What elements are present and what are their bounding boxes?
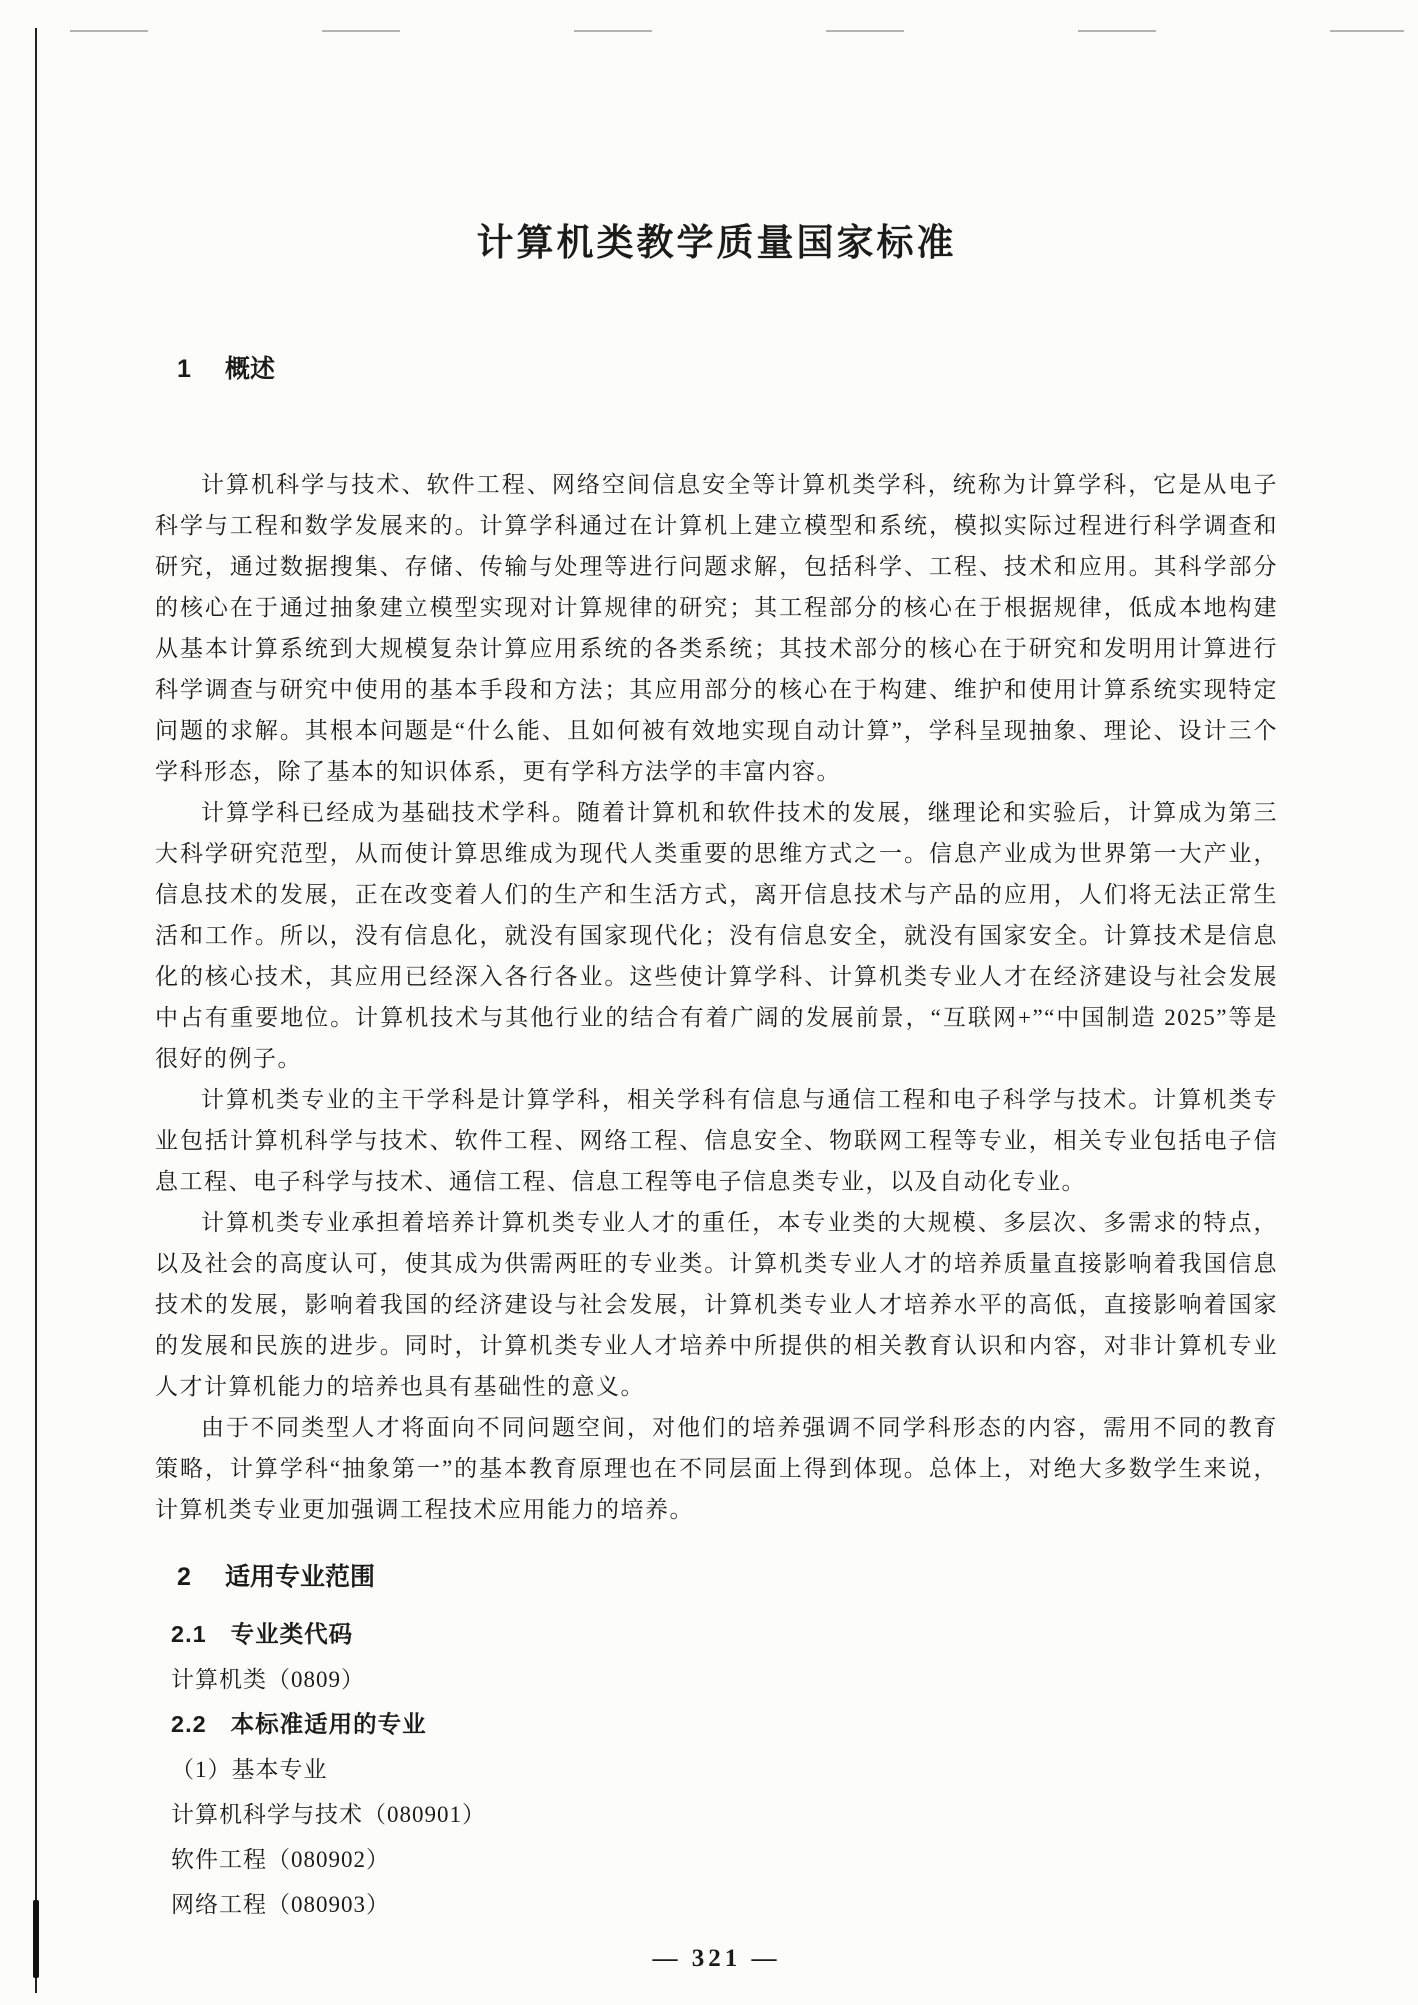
basic-major-label: （1）基本专业 [171, 1757, 328, 1782]
section-2-body [155, 1612, 1278, 1927]
section-1-number: 1 [177, 355, 191, 383]
subsection-2-1-heading [171, 1612, 1278, 1657]
major-class-code-line: 计算机类（0809） [171, 1667, 365, 1692]
overview-paragraph-1: 计算机科学与技术、软件工程、网络空间信息安全等计算机类学科，统称为计算学科，它是从电子科学与工程和数学发展来的。计算学科通过在计算机上建立模型和系统，模拟实际过程进行科学调查和研究，通过数据搜集、存储、传输与处理等进行问题求解，包括科学、工程、技术和应用。其科学部分的核心在于通过抽象建立模型实现对计算规律的研究；其工程部分的核心在于根据规律，低成本地构建从基本计算系统到大规模复杂计算应用系统的各类系统；其技术部分的核心在于研究和发明用计算进行科学调查与研究中使用的基本手段和方法；其应用部分的核心在于构建、维护和使用计算系统实现特定问题的求解。其根本问题是“什么能、且如何被有效地实现自动计算”，学科呈现抽象、理论、设计三个学科形态，除了基本的知识体系，更有学科方法学的丰富内容。 [155, 472, 1278, 784]
subsection-2-2-number: 2.2 [171, 1711, 207, 1737]
major-item-computer-science: 计算机科学与技术（080901） [171, 1802, 486, 1827]
section-2-title: 适用专业范围 [225, 1563, 376, 1591]
subsection-2-2-heading [171, 1702, 1278, 1747]
overview-paragraph-4: 计算机类专业承担着培养计算机类专业人才的重任，本专业类的大规模、多层次、多需求的特点，以及社会的高度认可，使其成为供需两旺的专业类。计算机类专业人才的培养质量直接影响着我国信息技术的发展，影响着我国的经济建设与社会发展，计算机类专业人才培养水平的高低，直接影响着国家的发展和民族的进步。同时，计算机类专业人才培养中所提供的相关教育认识和内容，对非计算机专业人才计算机能力的培养也具有基础性的意义。 [155, 1210, 1278, 1399]
scan-artifact-left-line [35, 28, 37, 1993]
major-item-network-engineering: 网络工程（080903） [171, 1892, 390, 1917]
subsection-2-1-number: 2.1 [171, 1621, 207, 1647]
page-number: — 321 — [652, 1945, 781, 1972]
overview-paragraph-3: 计算机类专业的主干学科是计算学科，相关学科有信息与通信工程和电子科学与技术。计算机类专业包括计算机科学与技术、软件工程、网络工程、信息安全、物联网工程等专业，相关专业包括电子信息工程、电子科学与技术、通信工程、信息工程等电子信息类专业，以及自动化专业。 [155, 1087, 1278, 1194]
section-2-heading [177, 1560, 1278, 1594]
subsection-2-2-title: 本标准适用的专业 [230, 1711, 427, 1737]
page-title: 计算机类教学质量国家标准 [476, 223, 957, 264]
page-content [155, 0, 1278, 1973]
section-2-number: 2 [177, 1563, 191, 1591]
overview-paragraph-5: 由于不同类型人才将面向不同问题空间，对他们的培养强调不同学科形态的内容，需用不同的教育策略，计算学科“抽象第一”的基本教育原理也在不同层面上得到体现。总体上，对绝大多数学生来说，计算机类专业更加强调工程技术应用能力的培养。 [155, 1415, 1278, 1522]
section-1-title: 概述 [225, 355, 276, 383]
major-item-software-engineering: 软件工程（080902） [171, 1847, 390, 1872]
overview-paragraph-2: 计算学科已经成为基础技术学科。随着计算机和软件技术的发展，继理论和实验后，计算成为第三大科学研究范型，从而使计算思维成为现代人类重要的思维方式之一。信息产业成为世界第一大产业，信息技术的发展，正在改变着人们的生产和生活方式，离开信息技术与产品的应用，人们将无法正常生活和工作。所以，没有信息化，就没有国家现代化；没有信息安全，就没有国家安全。计算技术是信息化的核心技术，其应用已经深入各行各业。这些使计算学科、计算机类专业人才在经济建设与社会发展中占有重要地位。计算机技术与其他行业的结合有着广阔的发展前景，“互联网+”“中国制造 2025”等是很好的例子。 [155, 800, 1278, 1071]
scan-artifact-left-mark [33, 1900, 39, 1978]
section-1-heading [177, 352, 1278, 386]
section-1-body [155, 464, 1278, 1530]
subsection-2-1-title: 专业类代码 [230, 1621, 354, 1647]
